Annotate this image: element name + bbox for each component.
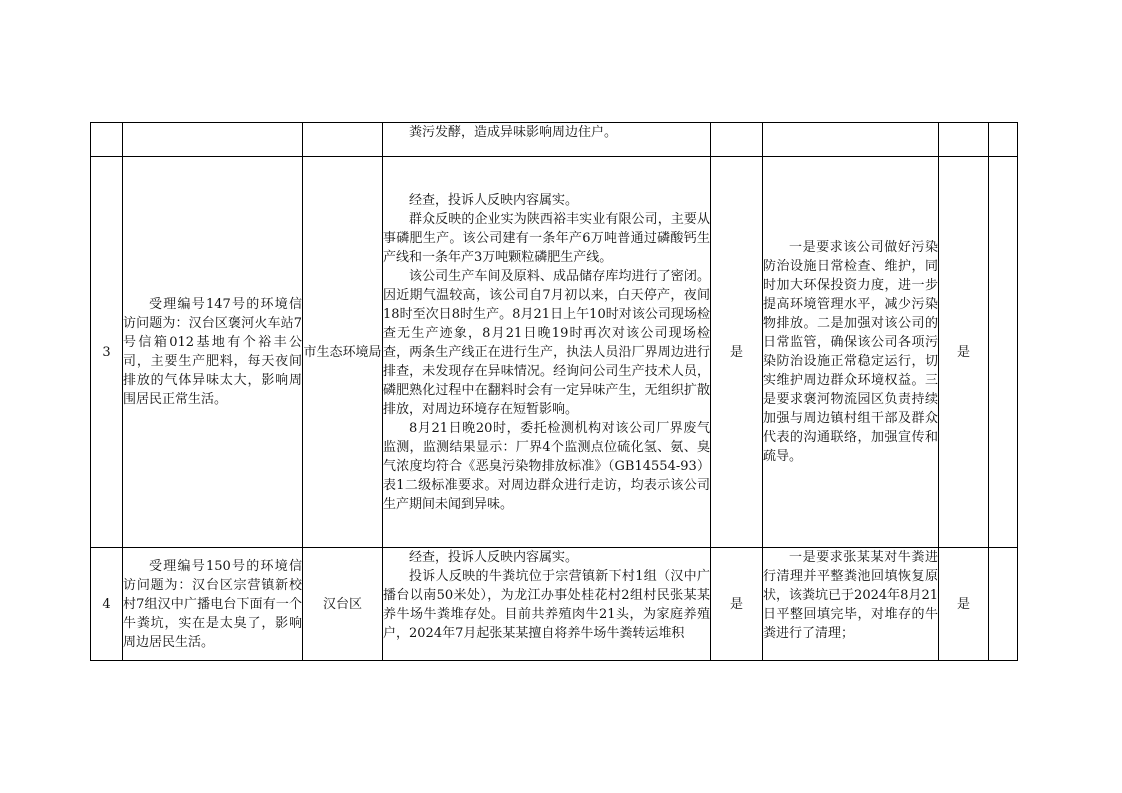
- remarks-cell: [989, 123, 1018, 157]
- issue-cell: [123, 548, 303, 661]
- remarks-cell: [989, 157, 1018, 548]
- responsible-unit-cell: [303, 123, 383, 157]
- responsible-unit-cell: 市生态环境局: [303, 157, 383, 548]
- measures-cell: [763, 123, 939, 157]
- investigation-cell: [383, 548, 711, 661]
- table-row: [91, 157, 1018, 548]
- remarks-cell: [989, 548, 1018, 661]
- investigation-paragraph: 经查，投诉人反映内容属实。: [409, 550, 579, 565]
- table-row: [91, 123, 1018, 157]
- resolved-cell: 是: [939, 157, 989, 548]
- table-row: [91, 548, 1018, 661]
- issue-text: 受理编号150号的环境信访问题为：汉台区宗营镇新校村7组汉中广播电台下面有一个牛粪坑，实在是太臭了，影响周边居民生活。: [123, 558, 302, 650]
- resolved-cell: [939, 123, 989, 157]
- issue-text: 受理编号147号的环境信访问题为：汉台区褒河火车站7号信箱012基地有个裕丰公司，主要生产肥料，每天夜间排放的气体异味太大，影响周围居民正常生活。: [123, 297, 302, 407]
- resolved-cell: 是: [939, 548, 989, 661]
- verified-cell: [711, 123, 763, 157]
- responsible-unit-cell: 汉台区: [303, 548, 383, 661]
- measures-text: 一是要求张某某对牛粪进行清理并平整粪池回填恢复原状，该粪坑已于2024年8月21日平整回填完毕，对堆存的牛粪进行了清理；: [763, 550, 938, 641]
- investigation-paragraph: 群众反映的企业实为陕西裕丰实业有限公司，主要从事磷肥生产。该公司建有一条年产6万吨普通过磷酸钙生产线和一条年产3万吨颗粒磷肥生产线。: [383, 211, 710, 265]
- investigation-paragraph: 投诉人反映的牛粪坑位于宗营镇新下村1组（汉中广播台以南50米处），为龙江办事处桂花村2组村民张某某养牛场牛粪堆存处。目前共养殖肉牛21头，为家庭养殖户，2024年7月起张某某擅自将养牛场牛粪转运堆积: [383, 569, 710, 641]
- investigation-cell: [383, 123, 711, 157]
- row-number-cell: 3: [91, 157, 123, 548]
- issue-cell: [123, 157, 303, 548]
- investigation-paragraph: 经查，投诉人反映内容属实。: [409, 192, 579, 208]
- measures-cell: [763, 548, 939, 661]
- row-number-cell: [91, 123, 123, 157]
- investigation-cell: [383, 157, 711, 548]
- verified-cell: 是: [711, 548, 763, 661]
- measures-cell: [763, 157, 939, 548]
- measures-text: 一是要求该公司做好污染防治设施日常检查、维护，同时加大环保投资力度，进一步提高环境管理水平，减少污染物排放。二是加强对该公司的日常监管，确保该公司各项污染防治设施正常稳定运行，切实维护周边群众环境权益。三是要求褒河物流园区负责持续加强与周边镇村组干部及群众代表的沟通联络，加强宣传和疏导。: [763, 240, 938, 464]
- issue-cell: [123, 123, 303, 157]
- investigation-paragraph: 该公司生产车间及原料、成品储存库均进行了密闭。因近期气温较高，该公司自7月初以来，白天停产，夜间18时至次日8时生产。8月21日上午10时对该公司现场检查无生产迹象，8月21日晚19时再次对该公司现场检查，两条生产线正在进行生产，执法人员沿厂界周边进行排查，未发现存在异味情况。经询问公司生产技术人员，磷肥熟化过程中在翻料时会有一定异味产生，无组织扩散排放，对周边环境存在短暂影响。: [383, 268, 710, 417]
- verified-cell: 是: [711, 157, 763, 548]
- row-number-cell: 4: [91, 548, 123, 661]
- investigation-paragraph: 粪污发酵，造成异味影响周边住户。: [409, 125, 618, 140]
- investigation-paragraph: 8月21日晚20时，委托检测机构对该公司厂界废气监测，监测结果显示：厂界4个监测点位硫化氢、氨、臭气浓度均符合《恶臭污染物排放标准》（GB14554-93）表1二级标准要求。对周边群众进行走访，均表示该公司生产期间未闻到异味。: [383, 420, 710, 512]
- complaint-table: [90, 122, 1018, 661]
